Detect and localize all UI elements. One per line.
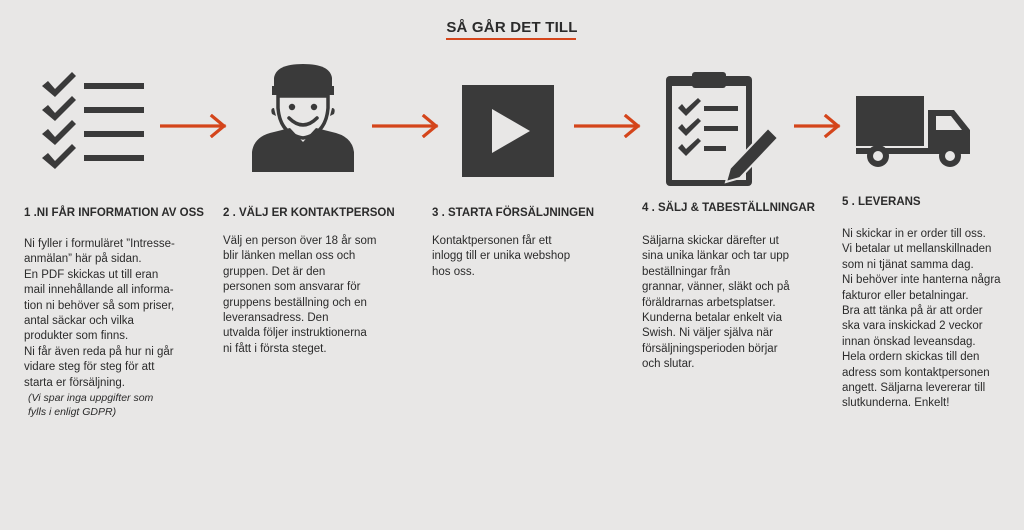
arrow-right-icon xyxy=(574,114,642,138)
text-line: adress som kontaktpersonen xyxy=(842,366,990,379)
text-line: innan önskad leveansdag. xyxy=(842,335,976,348)
text-line: antal säckar och vilka xyxy=(24,315,134,328)
text-line: blir länken mellan oss och xyxy=(223,250,356,263)
clipboard-icon xyxy=(664,72,782,190)
text-line: vidare steg för steg för att xyxy=(24,361,155,374)
text-line: tion ni behöver så som priser, xyxy=(24,299,175,312)
text-line: slutkunderna. Enkelt! xyxy=(842,397,950,410)
arrow-right-icon xyxy=(160,114,228,138)
text-line: angett. Säljarna levererar till xyxy=(842,382,986,395)
text-line: gruppen. Det är den xyxy=(223,265,326,278)
text-line: Ni behöver inte hanterna några xyxy=(842,274,1001,287)
text-line: som ni tjänat samma dag. xyxy=(842,258,974,271)
step-4-description xyxy=(642,234,827,373)
text-line: gruppens beställning och en xyxy=(223,296,367,309)
text-line: försäljningsperioden börjar xyxy=(642,342,778,355)
arrow-right-icon xyxy=(794,114,842,138)
text-line: ni fått i första steget. xyxy=(223,342,327,355)
text-line: inlogg till er unika webshop xyxy=(432,250,571,263)
gdpr-note: (Vi spar inga uppgifter som xyxy=(28,392,154,405)
text-line: personen som ansvarar för xyxy=(223,281,361,294)
text-line: leveransadress. Den xyxy=(223,312,329,325)
step-5-description xyxy=(842,227,1022,412)
text-line: Ni skickar in er order till oss. xyxy=(842,228,986,240)
text-line: Kunderna betalar enkelt via xyxy=(642,312,783,325)
text-line: Ni fyller i formuläret ”Intresse- xyxy=(24,238,175,250)
person-icon xyxy=(248,60,358,172)
text-line: beställningar från xyxy=(642,265,731,278)
text-line: utvalda följer instruktionerna xyxy=(223,327,367,340)
play-icon xyxy=(462,85,554,177)
text-line: grannar, vänner, släkt och på xyxy=(642,281,790,294)
text-line: anmälan” här på sidan. xyxy=(24,253,142,266)
step-2-heading: 2 . VÄLJ ER KONTAKTPERSON xyxy=(223,207,395,219)
step-4-heading: 4 . SÄLJ & TABESTÄLLNINGAR xyxy=(642,202,815,214)
step-2-description xyxy=(223,234,408,357)
text-line: Vi betalar ut mellanskillnaden xyxy=(842,243,992,256)
text-line: Kontaktpersonen får ett xyxy=(432,235,552,247)
truck-icon xyxy=(856,96,972,168)
step-3-heading: 3 . STARTA FÖRSÄLJNINGEN xyxy=(432,207,595,219)
gdpr-note: fylls i enligt GDPR) xyxy=(28,405,117,418)
text-line: Bra att tänka på är att order xyxy=(842,305,983,318)
text-line: Swish. Ni väljer själva när xyxy=(642,327,774,340)
text-line: föräldrarnas arbetsplatser. xyxy=(642,296,776,309)
arrow-right-icon xyxy=(372,114,440,138)
title-underline xyxy=(446,38,576,40)
text-line: Ni får även reda på hur ni går xyxy=(24,345,174,358)
text-line: produkter som finns. xyxy=(24,330,129,343)
page-title: SÅ GÅR DET TILL xyxy=(446,19,578,36)
text-line: Hela ordern skickas till den xyxy=(842,351,980,364)
text-line: och slutar. xyxy=(642,358,695,371)
text-line: Välj en person över 18 år som xyxy=(223,235,377,247)
text-line: hos oss. xyxy=(432,265,475,278)
checklist-icon xyxy=(40,72,152,182)
text-line: starta er försäljning. xyxy=(24,376,125,389)
step-3-description xyxy=(432,234,617,280)
text-line: Säljarna skickar därefter ut xyxy=(642,235,779,247)
text-line: En PDF skickas ut till eran xyxy=(24,268,159,281)
text-line: ska vara inskickad 2 veckor xyxy=(842,320,983,333)
text-line: sina unika länkar och tar upp xyxy=(642,250,790,263)
step-5-heading: 5 . LEVERANS xyxy=(842,196,921,208)
text-line: fakturor eller betalningar. xyxy=(842,289,969,302)
step-1-heading: 1 .NI FÅR INFORMATION AV OSS xyxy=(24,207,204,219)
step-1-description xyxy=(24,237,209,419)
text-line: mail innehållande all informa- xyxy=(24,284,174,297)
